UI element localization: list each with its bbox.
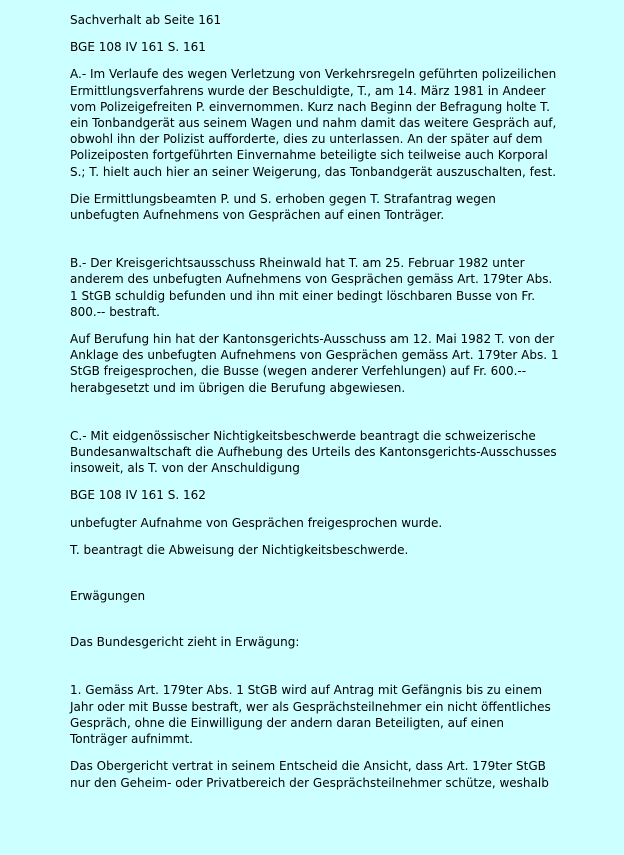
paragraph-b-2: Auf Berufung hin hat der Kantonsgerichts-Ausschuss am 12. Mai 1982 T. von der Anklage des unbefugten Aufnehmens von Gesprächen gemäss Art. 179ter Abs. 1 StGB freigesprochen, die Busse (wegen anderer Verfehlungen) auf Fr. 600.-- herabgesetzt und im übrigen die Berufung abgewiesen.: [70, 332, 559, 395]
paragraph-a: A.- Im Verlaufe des wegen Verletzung von Verkehrsregeln geführten polizeilichen Ermittlungsverfahrens wurde der Beschuldigte, T., am 14. März 1981 in Andeer vom Polizeigefreiten P. einvernommen. Kurz nach Beginn der Befragung holte T. ein Tonbandgerät aus seinem Wagen und nahm damit das weitere Gespräch auf, obwohl ihn der Polizist aufforderte, dies zu unterlassen. An der später auf dem Polizeiposten fortgeführten Einvernahme beteiligte sich teilweise auch Korporal S.; T. hielt auch hier an seiner Weigerung, das Tonbandgerät auszuschalten, fest.: [70, 67, 557, 179]
paragraph-1: 1. Gemäss Art. 179ter Abs. 1 StGB wird auf Antrag mit Gefängnis bis zu einem Jahr oder mit Busse bestraft, wer als Gesprächsteilnehmer ein nicht öffentliches Gespräch, ohne die Einwilligung der andern daran Beteiligten, auf einen Tonträger aufnimmt.: [70, 683, 551, 747]
paragraph-a-2: Die Ermittlungsbeamten P. und S. erhoben gegen T. Strafantrag wegen unbefugten Aufnehmens von Gesprächen auf einen Tonträger.: [70, 191, 496, 223]
paragraph-c-continued: unbefugter Aufnahme von Gesprächen freigesprochen wurde.: [70, 515, 443, 530]
page-reference: BGE 108 IV 161 S. 161: [70, 40, 206, 55]
section-heading-erwaegungen: Erwägungen: [70, 589, 146, 604]
erwaegung-intro: Das Bundesgericht zieht in Erwägung:: [70, 635, 300, 650]
paragraph-c: C.- Mit eidgenössischer Nichtigkeitsbeschwerde beantragt die schweizerische Bundesanwaltschaft die Aufhebung des Urteils des Kantonsgerichts-Ausschusses insoweit, als T. von der Anschuldigung: [70, 428, 557, 476]
paragraph-2: Das Obergericht vertrat in seinem Entscheid die Ansicht, dass Art. 179ter StGB nur den Geheim- oder Privatbereich der Gesprächsteilnehmer schütze, weshalb: [70, 759, 549, 790]
document-header: Sachverhalt ab Seite 161: [70, 13, 222, 27]
paragraph-c-2: T. beantragt die Abweisung der Nichtigkeitsbeschwerde.: [70, 542, 409, 557]
page-reference: BGE 108 IV 161 S. 162: [70, 488, 206, 503]
paragraph-b: B.- Der Kreisgerichtsausschuss Rheinwald hat T. am 25. Februar 1982 unter anderem des unbefugten Aufnehmens von Gesprächen gemäss Art. 179ter Abs. 1 StGB schuldig befunden und ihn mit einer bedingt löschbaren Busse von Fr. 800.-- bestraft.: [70, 256, 553, 319]
